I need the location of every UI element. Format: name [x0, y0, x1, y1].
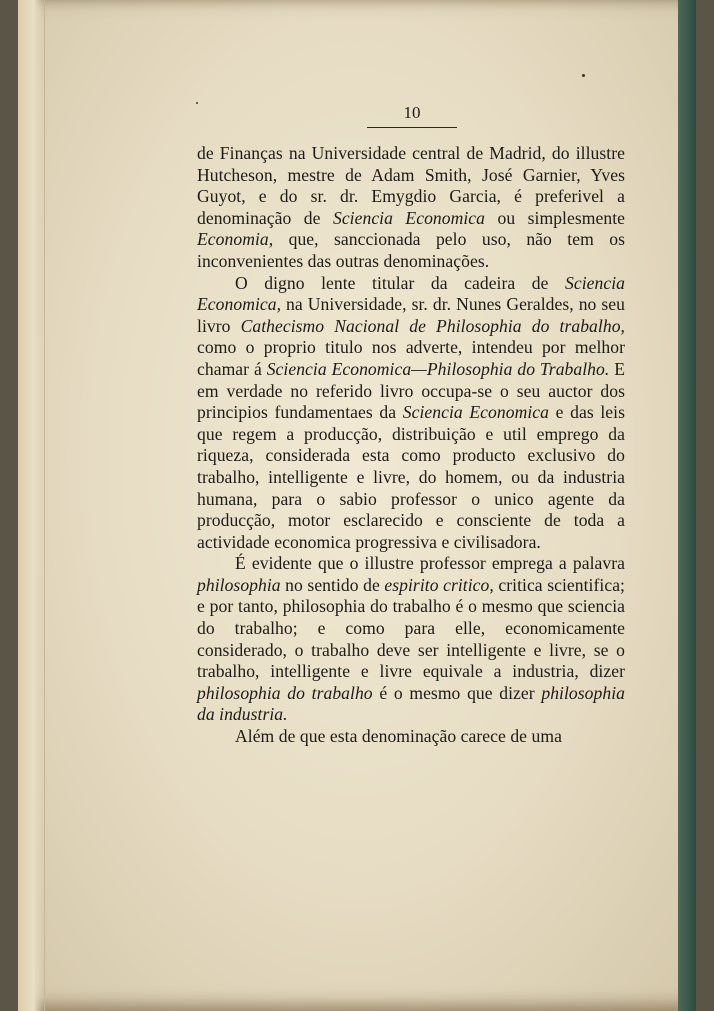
italic-run: Sciencia Economica	[402, 402, 549, 423]
page-number: 10	[403, 103, 421, 122]
paper-speck	[582, 74, 585, 77]
text-run: E em verdade no referido livro occupa-se o seu auctor dos principios fundamentaes da	[197, 358, 625, 423]
text-run: na Universidade, sr. dr. Nunes Geraldes, no seu livro	[197, 294, 625, 336]
page-binding-edge	[18, 0, 45, 1011]
text-run: de Finanças na Universidade central de Madrid, do illustre Hutcheson, mestre de Adam Smith, José Garnier, Yves Guyot, e do sr. dr. Emygdio Garcia, é preferivel a denominação de	[197, 143, 625, 228]
paragraph	[197, 726, 625, 748]
text-run: ou simplesmente	[485, 207, 625, 228]
italic-run: philosophia da industria.	[197, 682, 625, 725]
paragraph	[197, 143, 625, 273]
page-number-rule	[367, 127, 457, 128]
italic-run: Sciencia Economica,	[197, 272, 625, 315]
text-run: como o proprio titulo nos adverte, intendeu por melhor chamar á	[197, 337, 625, 379]
text-run: é o mesmo que dizer	[372, 682, 542, 703]
text-run: Além de que esta denominação carece de uma	[235, 726, 562, 747]
body-text	[197, 143, 625, 748]
italic-run: philosophia do trabalho	[197, 682, 373, 703]
text-run: e das leis que regem a producção, distribuição e util emprego da riqueza, considerada esta como producto exclusivo do trabalho, intelligente e livre, do homem, ou da industria humana, para o sabio professor o unico agente da producção, motor esclarecido e consciente de toda a actividade economica progressiva e civilisadora.	[197, 402, 625, 552]
paper-speck	[196, 102, 198, 104]
italic-run: Sciencia Economica—Philosophia do Trabalho.	[266, 358, 610, 379]
paragraph	[197, 553, 625, 726]
italic-run: Sciencia Economica	[332, 207, 486, 228]
italic-run: philosophia	[197, 574, 281, 595]
italic-run: espirito critico,	[384, 574, 494, 595]
text-run: critica scientifica; e por tanto, philosophia do trabalho é o mesmo que sciencia do trabalho; e como para elle, economicamente considerado, o trabalho deve ser intelligente e livre, se o trabalho, intelligente e livre equivale a industria, dizer	[197, 574, 625, 682]
text-run: no sentido de	[280, 574, 385, 595]
italic-run: Cathecismo Nacional de Philosophia do trabalho,	[240, 315, 625, 336]
text-run: O digno lente titular da cadeira de	[235, 272, 565, 293]
paragraph	[197, 273, 625, 554]
text-run: que, sanccionada pelo uso, não tem os inconvenientes das outras denominações.	[197, 229, 625, 271]
text-run: É evidente que o illustre professor emprega a palavra	[235, 553, 625, 574]
book-cover-edge	[678, 0, 696, 1011]
italic-run: Economia,	[197, 229, 274, 250]
